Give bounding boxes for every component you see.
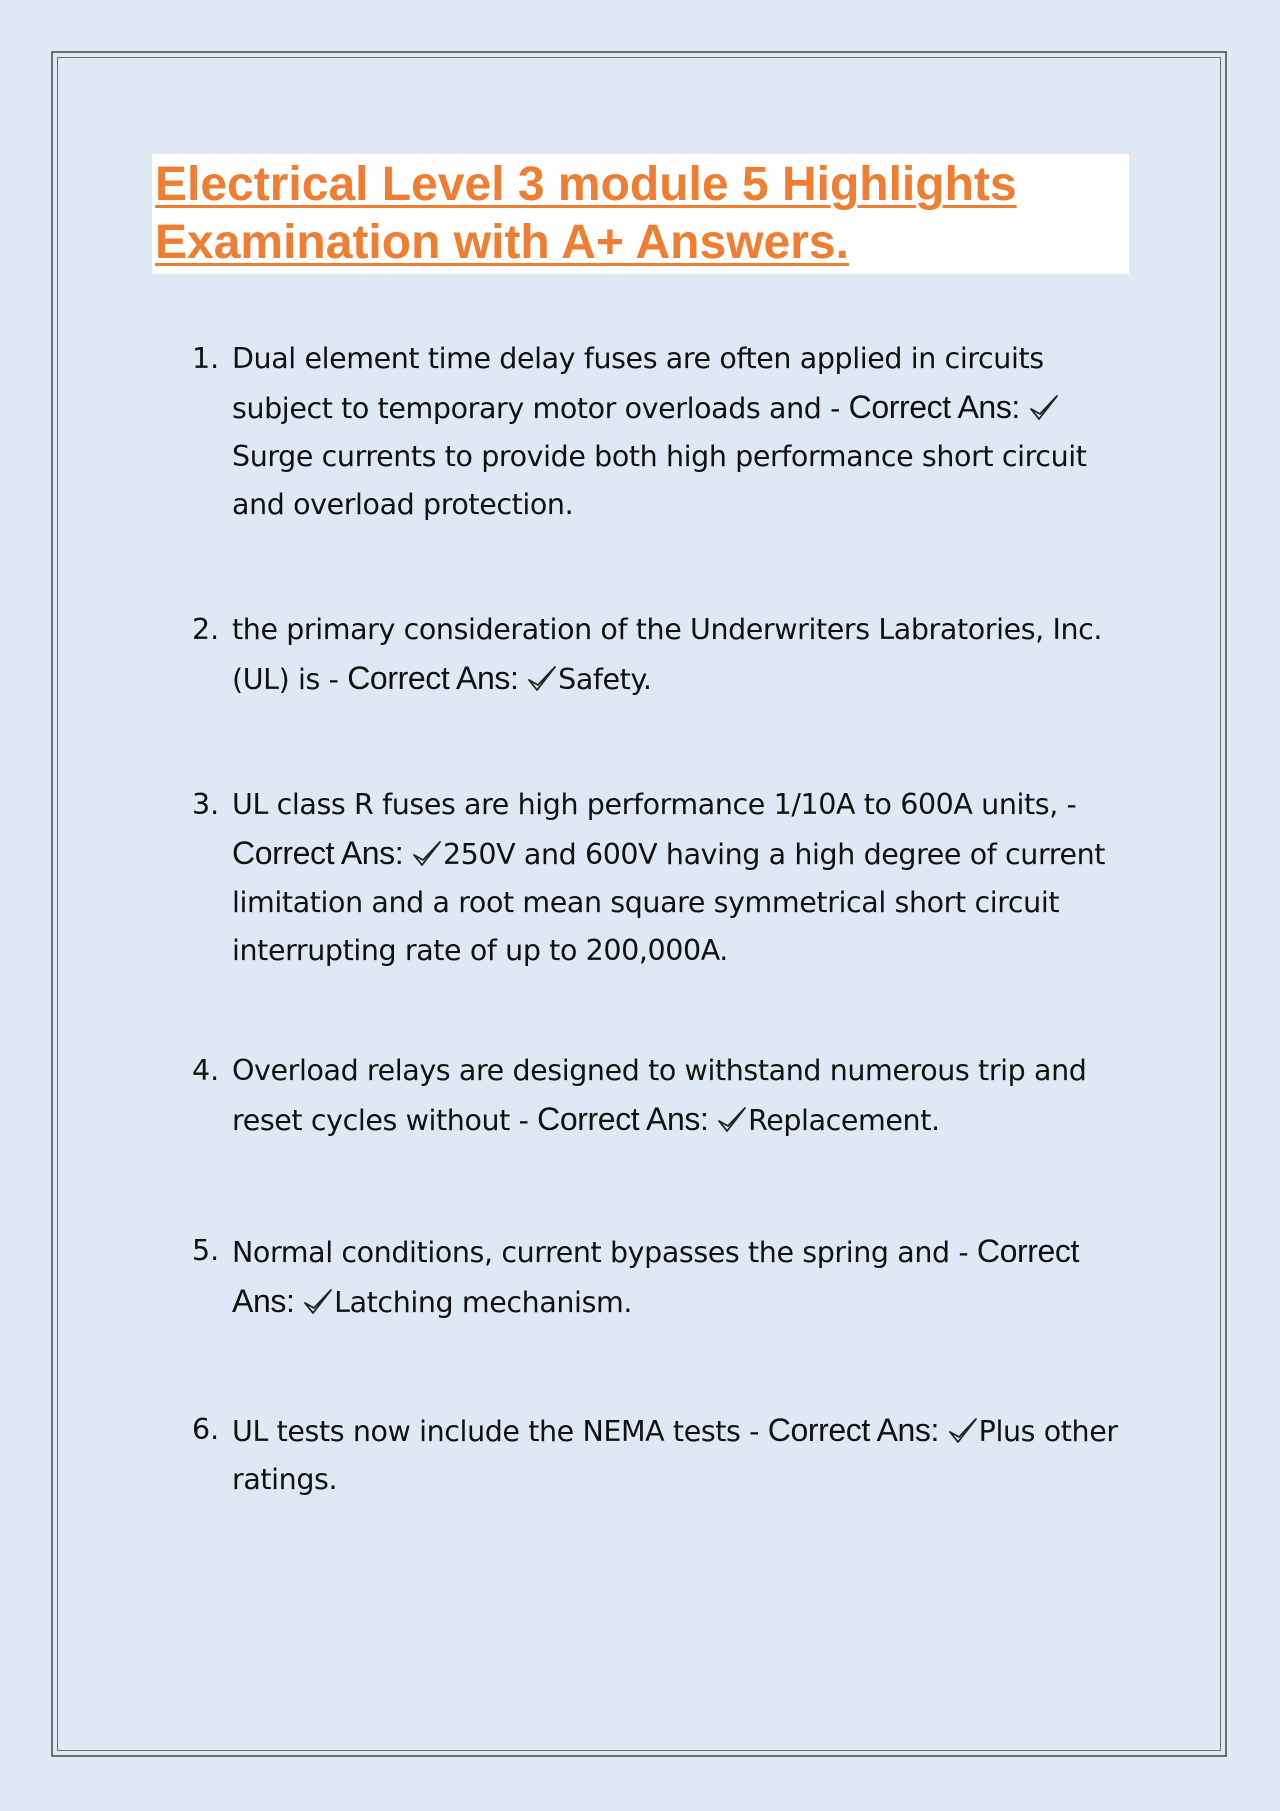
question-text [232,1047,1122,1145]
check-icon [412,840,442,868]
question-item [192,1406,1122,1504]
question-text [232,1406,1122,1504]
check-icon [948,1417,978,1445]
question-prompt: UL class R fuses are high performance 1/10A to 600A units, - [232,788,1077,821]
answer-text: Surge currents to provide both high performance short circuit and overload protection. [232,440,1087,521]
answer-label: Correct Ans: [347,660,519,696]
question-text [232,335,1122,529]
question-number: 5. [192,1234,220,1267]
question-prompt: UL tests now include the NEMA tests - [232,1415,760,1448]
check-icon [717,1106,747,1134]
document-title: Electrical Level 3 module 5 Highlights Examination with A+ Answers. [155,158,1017,269]
question-prompt: Dual element time delay fuses are often applied in circuits subject to temporary motor overloads and - [232,342,1044,425]
question-prompt: the primary consideration of the Underwriters Labratories, Inc. (UL) is - [232,613,1103,696]
answer-text: 250V and 600V having a high degree of current limitation and a root mean square symmetrical short circuit interrupting rate of up to 200,000A. [232,838,1106,967]
answer-text: Safety. [558,663,652,696]
question-text [232,781,1122,975]
answer-text: Plus other ratings. [232,1415,1118,1496]
question-item [192,335,1122,529]
answer-label: Correct Ans: [848,389,1020,425]
question-number: 1. [192,342,220,375]
question-item [192,606,1122,704]
answer-label: Correct Ans: [232,835,404,871]
question-text [232,1227,1122,1327]
question-prompt: Normal conditions, current bypasses the spring and - [232,1236,969,1269]
check-icon [527,665,557,693]
answer-label: Correct Ans: [767,1412,939,1448]
answer-label: Correct Ans: [232,1233,1079,1319]
check-icon [303,1288,333,1316]
check-icon [1029,394,1059,422]
answer-label: Correct Ans: [537,1101,709,1137]
question-item [192,1047,1122,1145]
question-item [192,1227,1122,1327]
question-number: 3. [192,788,220,821]
question-number: 6. [192,1413,220,1446]
question-text [232,606,1122,704]
question-number: 4. [192,1054,220,1087]
question-number: 2. [192,613,220,646]
question-item [192,781,1122,975]
question-prompt: Overload relays are designed to withstand numerous trip and reset cycles without - [232,1054,1087,1137]
answer-text: Replacement. [748,1104,940,1137]
answer-text: Latching mechanism. [334,1286,633,1319]
